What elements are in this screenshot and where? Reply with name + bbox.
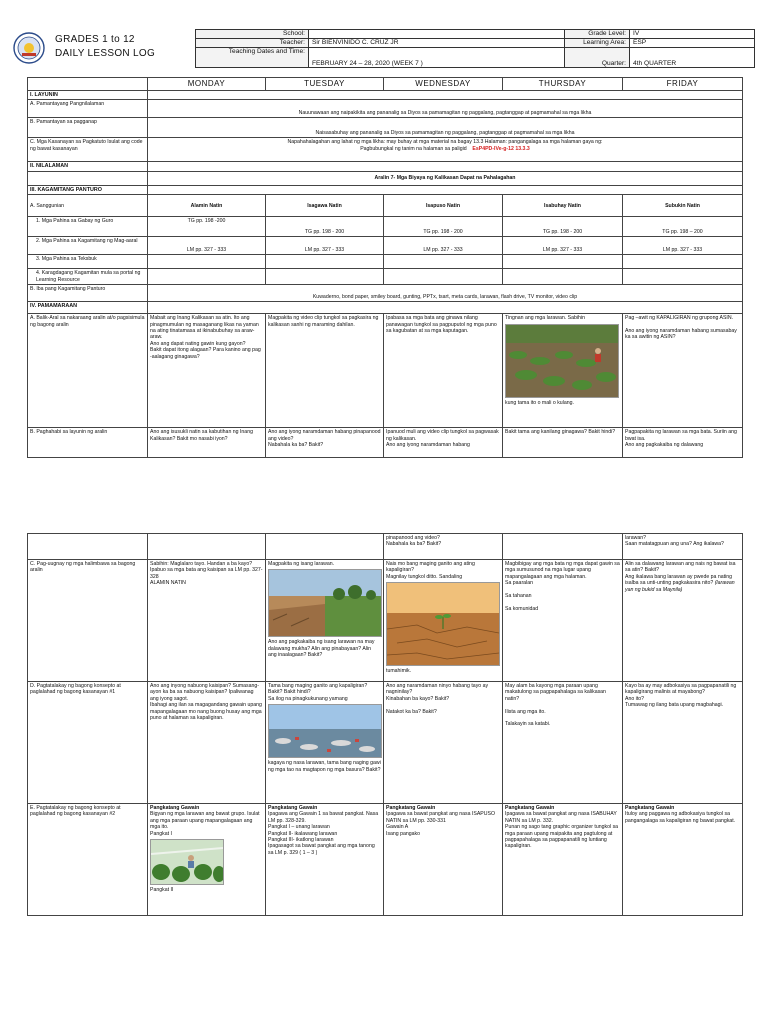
kasanayan-text2: Pagbubungkal ng tanim na halaman sa paligid [360,145,467,152]
paghahabi-tue: Ano ang iyong naramdaman habang pinapanood ang video? Nabahala ka ba? Bakit? [266,428,384,458]
pangkatang-gawain-fri: Pangkatang Gawain [625,805,675,811]
balik-aral-mon: Mabait ang Inang Kalikasan sa atin. Ito ang pinagmumulan ng masaganang likas na yaman na ating tinatamasa at ikinabubuhay sa araw-araw. Ano ang dapat nating gawin kung gayon? Bakit dapat itong alagaan? Para kanino ang pag -aalagang ginagawa? [148,314,266,428]
col-title-mon: Alamin Natin [148,195,266,217]
tg-fri: TG pp. 198 – 200 [623,217,743,237]
greenhouse-caption: Pangkat II [150,887,174,894]
label-kagamitan-mag-aaral: 2. Mga Pahina sa Kagamitang ng Mag-aaral [28,237,148,255]
pagtatalakay2-thu-text: Ipagawa sa bawat pangkat ang nasa ISABUHAY NATIN sa LM p. 332. Punan ng sago tang graphic organizer tungkol sa mga paraan upang maipakita ang pagtulong at pagpapahalaga sa pagpapanatili ng luntiang kapaligiran. [505,811,619,850]
label-paghahabi: B. Paghahabi sa layunin ng aralin [28,428,148,458]
header-meta-table [195,29,755,68]
label-balik-aral: A. Balik-Aral sa nakaraang aralin at/o pagsisimula ng bagong aralin [28,314,148,428]
pagtatalakay2-mon [148,804,266,916]
pag-uugnay-tue-text: Magpakita ng isang larawan. [268,561,335,567]
pagtatalakay2-fri [623,804,743,916]
cont-wed: pinapanood ang video? Nabahala ka ba? Bakit? [384,534,503,560]
pagtatalakay1-tue [266,682,384,804]
lesson-log-header [11,29,754,69]
quarter-label: Quarter: [565,48,630,68]
school-value [309,30,565,39]
grade-value: IV [630,30,755,39]
day-monday: MONDAY [148,78,266,91]
lm-mon: LM pp. 327 - 333 [148,237,266,255]
dates-label: Teaching Dates and Time: [196,48,309,68]
text-pamantayan-pagganap: Naisasabuhay ang pananalig sa Diyos sa pamamagitan ng paggalang, pagtanggap at pagmamahal sa mga likha [148,118,743,138]
label-pagtatalakay-1: D. Pagtatalakay ng bagong konsepto at paglalahad ng bagong kasanayan #1 [28,682,148,804]
section-kagamitan: III. KAGAMITANG PANTURO [28,185,148,194]
pag-uugnay-mon: Sabihin: Maglalaro tayo. Handan a ba kayo? Ipabuo sa mga bata ang kaisipan sa LM pp. 327-328 ALAMIN NATIN [148,560,266,682]
deped-seal-icon [13,32,45,64]
pag-uugnay-fri-italic: (larawan yan ng bukid sa Maynila) [625,580,735,593]
pagtatalakay1-mon: Ano ang inyong nabuong kaisipan? Sumasang-ayon ka ba sa nabuong kaisipan? Ipaliwanag ang iyong sagot. Ibahagi ang ilan sa magagandang gawain upang mapangalagaan mo nang buong husay ang mga puno at halaman sa kapaligiran. [148,682,266,804]
pagtatalakay2-tue [266,804,384,916]
pangkatang-gawain-tue: Pangkatang Gawain [268,805,318,811]
tg-mon: TG pp. 198 -200 [148,217,266,237]
pagtatalakay2-tue-text: Ipagawa ang Gawain 1 sa bawat pangkat. Nasa LM pp. 328-329. Pangkat I – unang larawan Pangkat II- ikalawang larawan Pangkat III- ikatlong larawan Ipagasagot sa bawat pangkat ang mga tanong sa LM p. 329 ( 1 – 3 ) [268,811,379,856]
day-thursday: THURSDAY [503,78,623,91]
col-title-thu: Isabuhay Natin [503,195,623,217]
pag-uugnay-wed-text: Nais mo bang maging ganito ang ating kapaligiran? Magnilay tungkol ditto. Sandaling [386,561,475,580]
label-pamantayan-pagganap: B. Pamantayan sa pagganap [28,118,148,138]
balik-aral-thu-text: Tingnan ang mga larawan. Sabihin [505,315,585,322]
dry-soil-caption: tumahimik. [386,668,412,675]
garden-photo [505,324,619,398]
balik-aral-wed: Ipabasa sa mga bata ang ginawa nilang panawagan tungkol sa pagpuputol ng mga puno sa kagubatan at sa mga kaputagan. [384,314,503,428]
label-iba-pang-kagamitan: B. Iba pang Kagamitang Panturo [28,285,148,302]
section-layunin: I. LAYUNIN [28,91,148,100]
pagtatalakay1-wed: Ano ang naramdaman ninyo habang tayo ay nagninilay? Kinabahan ba kayo? Bakit? Natakot ka ba? Bakit? [384,682,503,804]
pangkatang-gawain-wed: Pangkatang Gawain [386,805,436,811]
teacher-label: Teacher: [196,39,309,48]
paghahabi-wed: Ipanuod muli ang video clip tungkol sa pagwasak ng kalikasan. Ano ang iyong naramdaman habang [384,428,503,458]
kasanayan-code: EsP4PD-IVe-g-12 13.3.3 [472,145,530,152]
title-grades: GRADES 1 to 12 [55,34,135,45]
pagtatalakay2-wed [384,804,503,916]
label-kasanayan: C. Mga Kasanayan sa Pagkatuto Isulat ang code ng bawat kasanayan [28,138,148,162]
text-pamantayang-pangnilalaman: Nauunawaan ang naipakikita ang pananalig sa Diyos sa pamamagitan ng paggalang, pagtanggap at pagmamahal sa mga likha [148,100,743,118]
greenhouse-photo [150,839,224,885]
split-landscape-caption: Ano ang pagkakaiba ng isang larawan na may dalawang mukha? Alin ang pinabayaan? Alin ang inaalagaan? Bakit? [268,639,375,659]
col-title-wed: Isapuso Natin [384,195,503,217]
label-pamantayang-pangnilalaman: A. Pamantayang Pangnilalaman [28,100,148,118]
iba-pang-kagamitan-text: Kuwaderno, bond paper, smiley board, gunting, PPTx, tsart, meta cards, larawan, flash drive, TV monitor, video clip [148,285,743,302]
pagtatalakay1-tue-text: Tama bang maging ganito ang kapaligiran? Bakit? Bakit hindi? Sa ilog na pinagkukunang yamang [268,683,368,702]
lm-tue: LM pp. 327 - 333 [266,237,384,255]
pangkatang-gawain-mon: Pangkatang Gawain [150,805,200,811]
label-gabay-guro: 1. Mga Pahina sa Gabay ng Guro [28,217,148,237]
pag-uugnay-fri [623,560,743,682]
page1-table [27,77,743,458]
section-nilalaman: II. NILALAMAN [28,162,148,171]
tg-wed: TG pp. 198 - 200 [384,217,503,237]
polluted-river-photo [268,704,382,758]
pagtatalakay2-wed-text: Ipagawa sa bawat pangkat ang nasa ISAPUSO NATIN sa LM pp. 330-331 Gawain A Isang pangako [386,811,496,837]
label-pagtatalakay-2: E. Pagtatalakay ng bagong konsepto at paglalahad ng bagong kasanayan #2 [28,804,148,916]
polluted-river-caption: kagaya ng nasa larawan, tama bang naging gawi ng mga tao na magtapon ng mga basura? Bakit? [268,760,381,773]
paghahabi-mon: Ano ang isusukli natin sa kabutihan ng Inang Kalikasan? Bakit mo nasabi iyon? [148,428,266,458]
col-title-tue: Isagawa Natin [266,195,384,217]
quarter-value: 4th QUARTER [630,48,755,68]
dates-value: FEBRUARY 24 – 28, 2020 (WEEK 7 ) [309,48,565,68]
dry-soil-sprout-photo [386,582,500,666]
label-teksbuk: 3. Mga Pahina sa Teksbuk [28,255,148,269]
kasanayan-cell [148,138,743,162]
balik-aral-tue: Magpakita ng video clip tungkol sa pagkasira ng kalikasan sanhi ng maraming dahilan. [266,314,384,428]
tg-thu: TG pp. 198 - 200 [503,217,623,237]
area-value: ESP [630,39,755,48]
day-friday: FRIDAY [623,78,743,91]
label-learning-resource: 4. Karagdagang Kagamitan mula sa portal ng Learning Resource [28,269,148,285]
pagtatalakay1-fri: Kayo ba ay may adbokasiya sa pagpapanatili ng kapaligirang malinis at mayabong? Ano ito? Tumawag ng ilang bata upang magbahagi. [623,682,743,804]
title-dll: DAILY LESSON LOG [55,48,156,59]
lm-thu: LM pp. 327 - 333 [503,237,623,255]
garden-photo-caption: kung tama ito o mali o kulang. [505,399,574,406]
area-label: Learning Area: [565,39,630,48]
pagtatalakay2-thu [503,804,623,916]
day-tuesday: TUESDAY [266,78,384,91]
pagtatalakay2-fri-text: Ituloy ang paggawa ng adbokasiya tungkol sa pangangalaga sa kapaligiran ng bawat pangkat. [625,811,736,824]
lm-wed: LM pp. 327 - 333 [384,237,503,255]
pag-uugnay-tue [266,560,384,682]
split-landscape-photo [268,569,382,637]
pag-uugnay-fri-text: Alin sa dalawang larawan ang nais ng bawat isa sa atin? Bakit? Ang ikalawa bang larawan ay pwede pa nating isalba sa unti-unting pagkakasira nito? [625,561,736,587]
label-sanggunian: A. Sanggunian [28,195,148,217]
grade-label: Grade Level: [565,30,630,39]
paghahabi-thu: Bakit tama ang kanilang ginagawa? Bakit hindi? [503,428,623,458]
page2-table [27,533,743,916]
school-label: School: [196,30,309,39]
section-pamamaraan: IV. PAMAMARAAN [28,302,148,314]
col-title-fri: Subukin Natin [623,195,743,217]
balik-aral-thu [503,314,623,428]
pag-uugnay-thu: Magbibigay ang mga bata ng mga dapat gawin sa mga sumusunod na mga lugar upang mapangalagaan ang mga halaman. Sa paaralan Sa tahanan Sa komunidad [503,560,623,682]
pagtatalakay1-thu: May alam ba kayong mga paraan upang makatulong sa pagpapahalaga sa kalikasan natin? Ilista ang mga ito. Talakayin sa katabi. [503,682,623,804]
pag-uugnay-wed [384,560,503,682]
kasanayan-text: Napahahalagahan ang lahat ng mga likha: may buhay at mga material na bagay 13.3 Halaman: pangangalaga sa mga halaman gaya ng: [287,139,603,146]
day-wednesday: WEDNESDAY [384,78,503,91]
corner-cell [28,78,148,91]
balik-aral-fri: Pag –awit ng KAPALIGIRAN ng grupong ASIN. Ano ang iyong naramdaman habang sumasabay ka sa awitin ng ASIN? [623,314,743,428]
label-pag-uugnay: C. Pag-uugnay ng mga halimbawa sa bagong aralin [28,560,148,682]
pangkatang-gawain-thu: Pangkatang Gawain [505,805,555,811]
teacher-value: Sir BIENVINIDO C. CRUZ JR [309,39,565,48]
lm-fri: LM pp. 327 - 333 [623,237,743,255]
tg-tue: TG pp. 198 - 200 [266,217,384,237]
aralin-title: Aralin 7- Mga Biyaya ng Kalikasan Dapat na Pahalagahan [148,171,743,185]
cont-fri: larawan? Saan matatagpuan ang una? Ang ikalawa? [623,534,743,560]
paghahabi-fri: Pagpapakita ng larawan sa mga bata. Suriin ang bwat isa. Ano ang pagkakaiba ng dalawang [623,428,743,458]
pagtatalakay2-mon-text: Bigyan ng mga larawan ang bawat grupo. Isulat ang mga paraan upang mapangalagaan ang mga ito. Pangkat I [150,811,260,837]
